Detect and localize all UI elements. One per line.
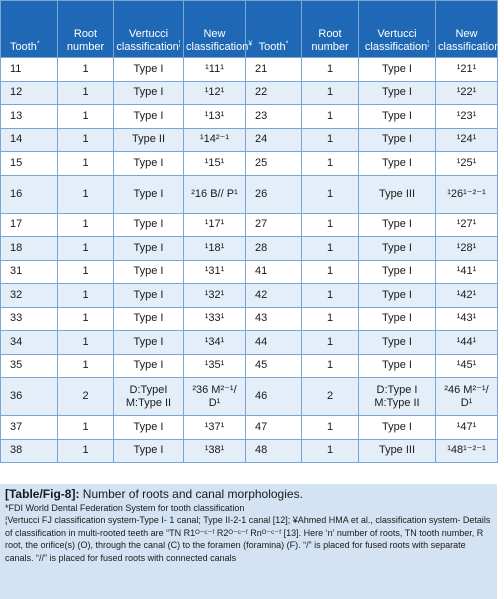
table-row [1,439,498,463]
cell-vertucci: Type I [114,237,184,261]
cell-root-number-2: 1 [302,331,359,355]
cell-new-classification-2: ²46 M²⁻¹/ D¹ [436,378,498,416]
cell-new-classification-2: ¹47¹ [436,416,498,440]
cell-vertucci-2: Type I [359,416,436,440]
cell-tooth: 35 [1,354,58,378]
table-row [1,152,498,176]
cell-root-number-2: 1 [302,416,359,440]
table-row [1,354,498,378]
cell-vertucci-2: Type I [359,260,436,284]
cell-new-classification-2: ¹27¹ [436,213,498,237]
cell-tooth-2: 23 [246,105,302,129]
cell-tooth: 31 [1,260,58,284]
cell-root-number: 1 [58,213,114,237]
cell-tooth-2: 26 [246,175,302,213]
cell-tooth: 18 [1,237,58,261]
cell-tooth-2: 24 [246,128,302,152]
cell-vertucci: Type II [114,128,184,152]
cell-tooth: 32 [1,284,58,308]
cell-tooth: 13 [1,105,58,129]
cell-root-number-2: 1 [302,354,359,378]
cell-tooth: 34 [1,331,58,355]
cell-vertucci: Type I [114,175,184,213]
cell-vertucci: Type I [114,81,184,105]
cell-root-number-2: 1 [302,237,359,261]
cell-new-classification: ¹34¹ [184,331,246,355]
cell-vertucci-2: Type I [359,152,436,176]
cell-root-number-2: 1 [302,58,359,82]
col-header-vertucci-2: Vertucci classification¦ [359,1,436,58]
cell-vertucci-2: D:Type I M:Type II [359,378,436,416]
cell-new-classification-2: ¹43¹ [436,307,498,331]
col-header-tooth-2: Tooth* [246,1,302,58]
cell-tooth: 15 [1,152,58,176]
table-row [1,175,498,213]
cell-tooth-2: 22 [246,81,302,105]
caption-label: [Table/Fig-8]: [5,487,80,501]
cell-tooth-2: 47 [246,416,302,440]
cell-tooth: 38 [1,439,58,463]
cell-vertucci: Type I [114,213,184,237]
cell-vertucci-2: Type I [359,331,436,355]
col-header-new-classification: New classification¥ [184,1,246,58]
cell-new-classification: ¹13¹ [184,105,246,129]
cell-vertucci: Type I [114,58,184,82]
cell-root-number: 2 [58,378,114,416]
caption-note-classification: ¦Vertucci FJ classification system-Type I- 1 canal; Type II-2-1 canal [12]; ¥Ahmed HMA et al., classification system- Details of classification in multi-rooted teeth are “TN R1ᴼ⁻ᶜ⁻ᶠ R2ᴼ⁻ᶜ⁻ᶠ Rnᴼ⁻ᶜ⁻ᶠ [13]. Here ‘n’ number of roots, TN tooth number, R root, the orifice(s) (O), through the canal (C) to the foramen (foramina) (F). “/” is placed for fused roots with separate canals. “//” is placed for fused roots with connected canals [5,515,491,563]
cell-new-classification-2: ¹24¹ [436,128,498,152]
table-row [1,81,498,105]
cell-vertucci-2: Type I [359,105,436,129]
cell-tooth: 16 [1,175,58,213]
table-row [1,58,498,82]
cell-root-number-2: 1 [302,128,359,152]
cell-root-number: 1 [58,307,114,331]
cell-root-number-2: 1 [302,213,359,237]
cell-vertucci: Type I [114,307,184,331]
cell-tooth-2: 48 [246,439,302,463]
cell-root-number-2: 2 [302,378,359,416]
cell-vertucci: D:TypeI M:Type II [114,378,184,416]
cell-tooth: 12 [1,81,58,105]
col-header-vertucci: Vertucci classification¦ [114,1,184,58]
col-header-root-number: Root number [58,1,114,58]
cell-tooth: 33 [1,307,58,331]
col-header-new-classification-2: New classification¥ [436,1,498,58]
cell-vertucci: Type I [114,354,184,378]
cell-new-classification: ¹31¹ [184,260,246,284]
cell-tooth: 17 [1,213,58,237]
cell-root-number: 1 [58,416,114,440]
cell-new-classification: ¹32¹ [184,284,246,308]
cell-vertucci-2: Type I [359,307,436,331]
table-caption [0,484,497,599]
cell-tooth-2: 43 [246,307,302,331]
cell-vertucci: Type I [114,260,184,284]
cell-root-number: 1 [58,331,114,355]
cell-vertucci-2: Type I [359,81,436,105]
table-row [1,284,498,308]
cell-tooth: 14 [1,128,58,152]
cell-vertucci: Type I [114,439,184,463]
cell-vertucci-2: Type III [359,175,436,213]
cell-root-number: 1 [58,237,114,261]
cell-new-classification: ¹11¹ [184,58,246,82]
cell-root-number: 1 [58,354,114,378]
cell-new-classification-2: ¹22¹ [436,81,498,105]
cell-root-number-2: 1 [302,260,359,284]
cell-vertucci: Type I [114,152,184,176]
cell-vertucci-2: Type I [359,128,436,152]
cell-new-classification: ¹35¹ [184,354,246,378]
table-body [1,58,498,463]
table-row [1,378,498,416]
cell-vertucci-2: Type III [359,439,436,463]
cell-root-number: 1 [58,105,114,129]
cell-vertucci-2: Type I [359,237,436,261]
caption-text: Number of roots and canal morphologies. [82,487,303,501]
cell-new-classification-2: ¹21¹ [436,58,498,82]
cell-tooth-2: 27 [246,213,302,237]
cell-new-classification-2: ¹41¹ [436,260,498,284]
table-row [1,260,498,284]
cell-root-number: 1 [58,260,114,284]
cell-root-number: 1 [58,81,114,105]
cell-tooth: 37 [1,416,58,440]
cell-vertucci: Type I [114,331,184,355]
cell-root-number: 1 [58,175,114,213]
cell-tooth-2: 46 [246,378,302,416]
table-row [1,307,498,331]
caption-note-fdi: *FDI World Dental Federation System for tooth classification [5,503,245,513]
cell-vertucci: Type I [114,284,184,308]
cell-tooth: 11 [1,58,58,82]
cell-root-number: 1 [58,128,114,152]
cell-root-number: 1 [58,58,114,82]
cell-new-classification: ¹18¹ [184,237,246,261]
table-row [1,416,498,440]
cell-new-classification-2: ¹26¹⁻²⁻¹ [436,175,498,213]
cell-tooth-2: 45 [246,354,302,378]
table-row [1,128,498,152]
cell-vertucci-2: Type I [359,354,436,378]
cell-root-number: 1 [58,152,114,176]
cell-root-number-2: 1 [302,439,359,463]
cell-root-number-2: 1 [302,284,359,308]
cell-new-classification: ²36 M²⁻¹/ D¹ [184,378,246,416]
col-header-tooth: Tooth* [1,1,58,58]
table-row [1,331,498,355]
caption-title [5,487,492,502]
cell-new-classification: ¹37¹ [184,416,246,440]
cell-root-number: 1 [58,439,114,463]
header-row [1,1,498,58]
cell-new-classification-2: ¹44¹ [436,331,498,355]
cell-root-number-2: 1 [302,307,359,331]
cell-root-number-2: 1 [302,152,359,176]
cell-tooth-2: 42 [246,284,302,308]
cell-tooth-2: 25 [246,152,302,176]
table-row [1,237,498,261]
cell-new-classification: ¹17¹ [184,213,246,237]
cell-new-classification-2: ¹23¹ [436,105,498,129]
cell-new-classification-2: ¹48¹⁻²⁻¹ [436,439,498,463]
table-row [1,105,498,129]
cell-root-number: 1 [58,284,114,308]
cell-new-classification-2: ¹42¹ [436,284,498,308]
cell-new-classification: ¹15¹ [184,152,246,176]
cell-vertucci: Type I [114,416,184,440]
cell-vertucci-2: Type I [359,284,436,308]
table-row [1,213,498,237]
cell-root-number-2: 1 [302,105,359,129]
cell-tooth: 36 [1,378,58,416]
cell-new-classification: ¹12¹ [184,81,246,105]
cell-tooth-2: 41 [246,260,302,284]
cell-root-number-2: 1 [302,175,359,213]
cell-new-classification: ¹14²⁻¹ [184,128,246,152]
cell-root-number-2: 1 [302,81,359,105]
cell-new-classification: ¹33¹ [184,307,246,331]
cell-new-classification: ¹38¹ [184,439,246,463]
cell-tooth-2: 44 [246,331,302,355]
cell-new-classification-2: ¹28¹ [436,237,498,261]
cell-new-classification-2: ¹45¹ [436,354,498,378]
cell-vertucci: Type I [114,105,184,129]
cell-tooth-2: 21 [246,58,302,82]
cell-new-classification: ²16 B// P¹ [184,175,246,213]
col-header-root-number-2: Root number [302,1,359,58]
cell-tooth-2: 28 [246,237,302,261]
cell-vertucci-2: Type I [359,58,436,82]
cell-new-classification-2: ¹25¹ [436,152,498,176]
cell-vertucci-2: Type I [359,213,436,237]
